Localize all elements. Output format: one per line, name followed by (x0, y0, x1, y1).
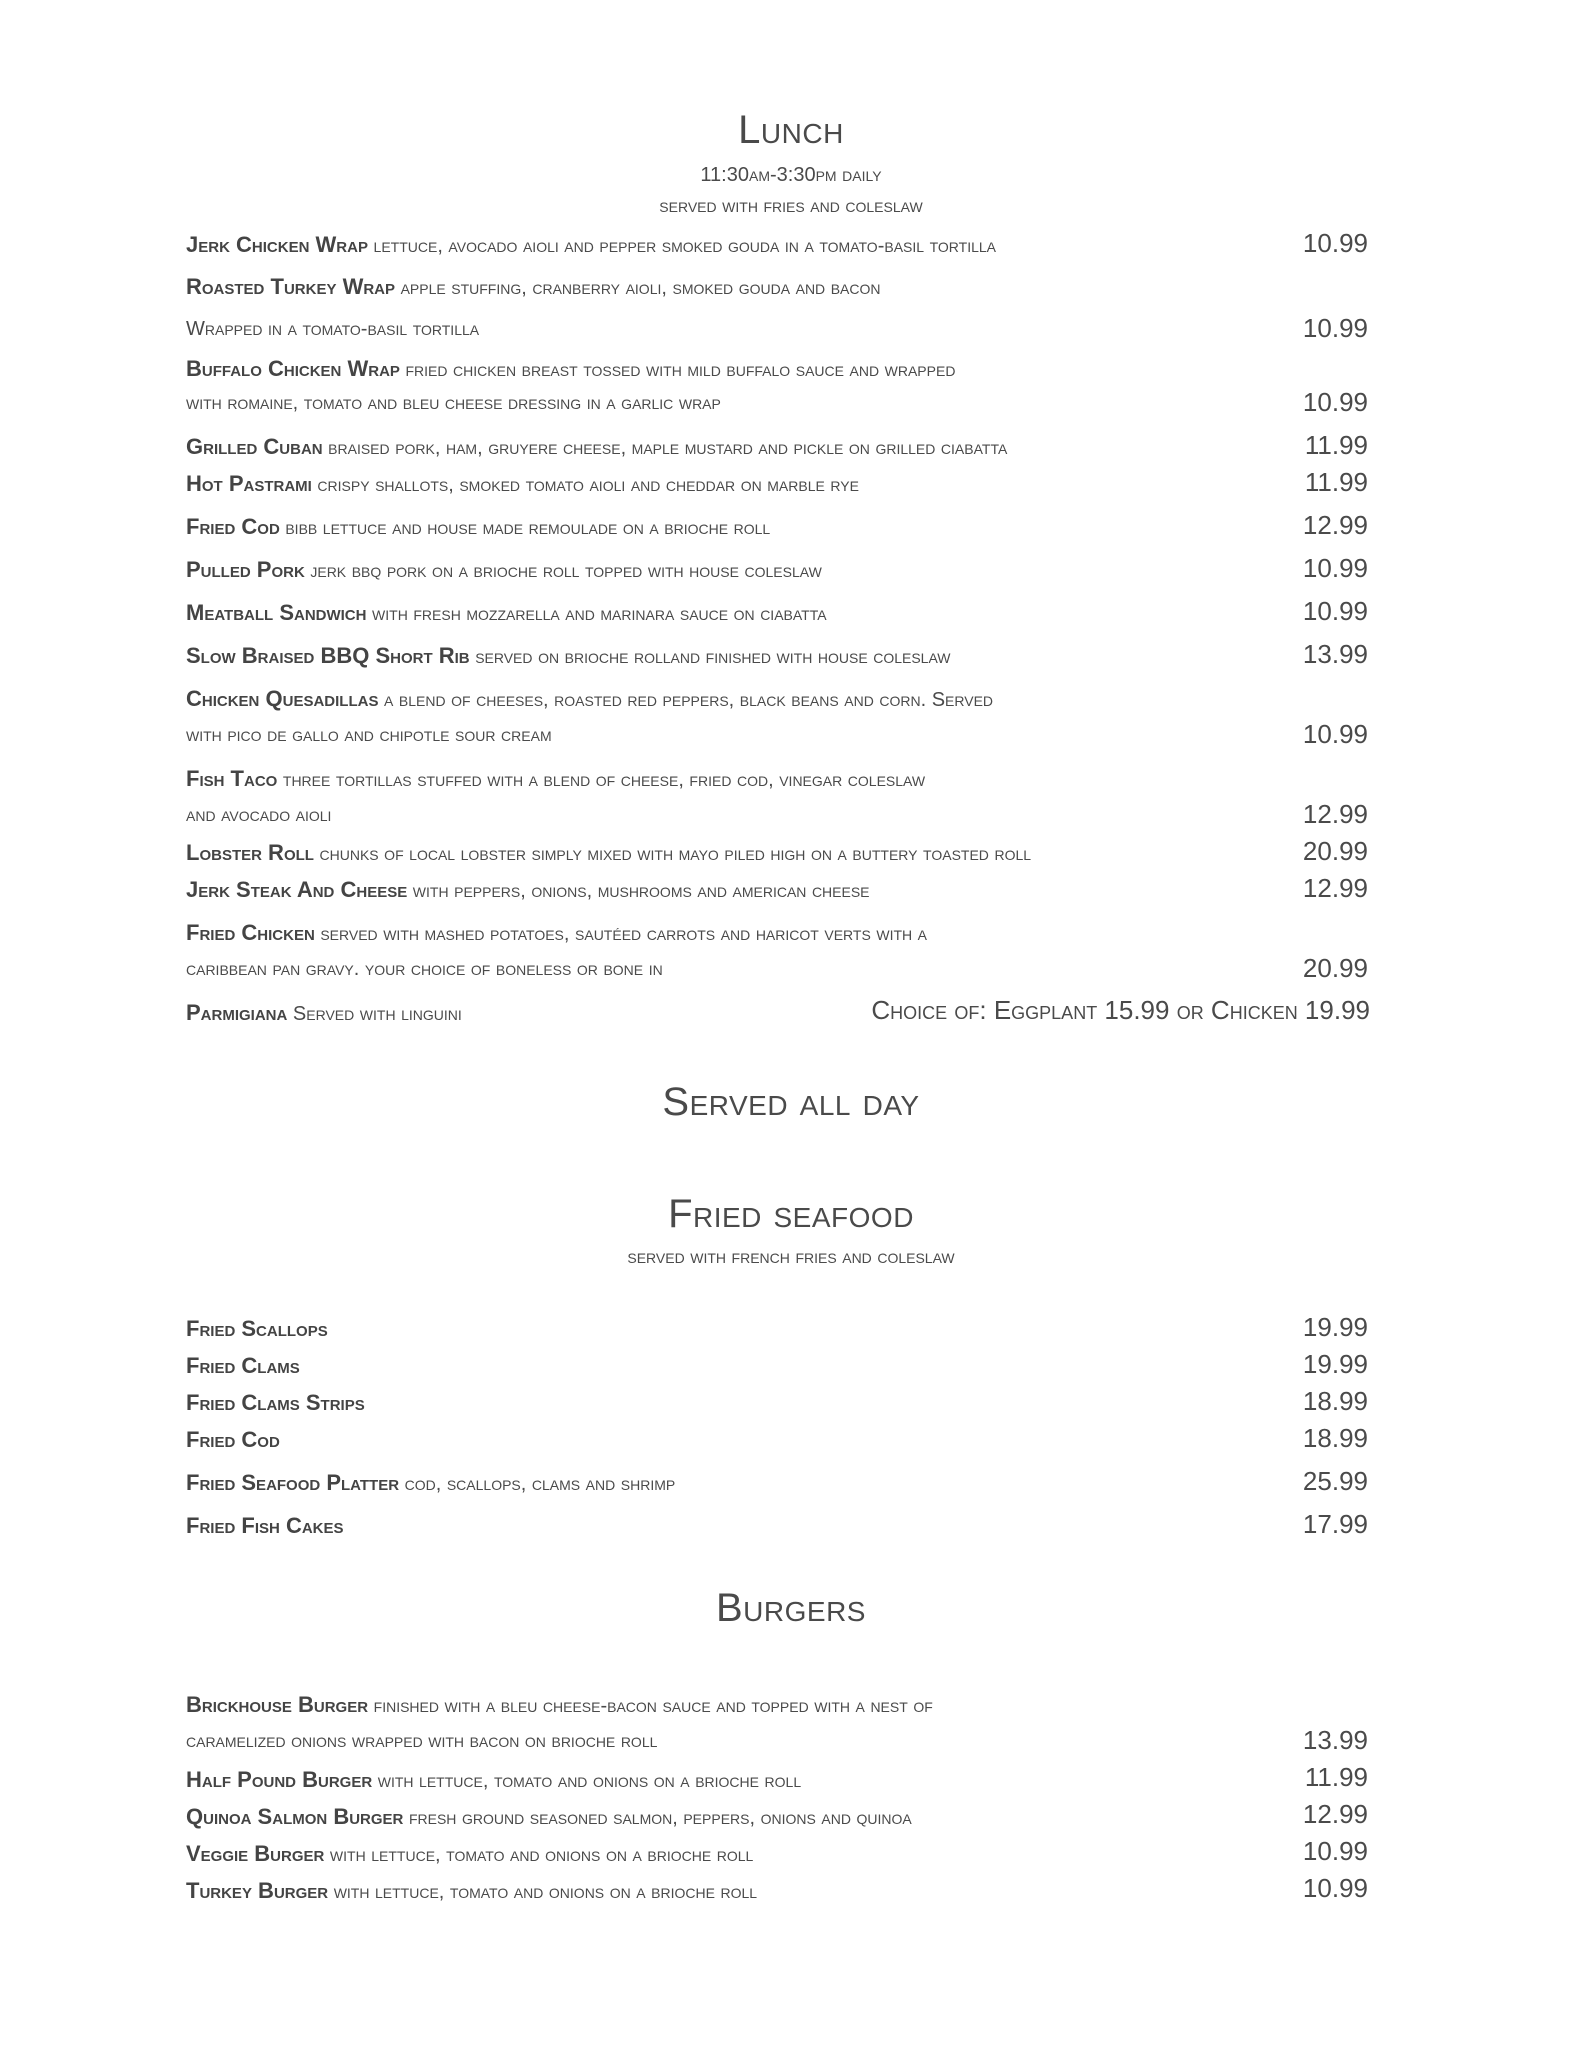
item-name: Fried Cod (186, 1427, 280, 1452)
item-name: Veggie Burger (186, 1841, 325, 1866)
lunch-hours: 11:30am-3:30pm daily (700, 164, 882, 186)
item-desc: Served with linguini (292, 1003, 462, 1025)
item-desc-continued: caribbean pan gravy. your choice of boneless or bone in (186, 958, 663, 980)
item-price: 25.99 (1302, 1466, 1368, 1496)
menu-item-half-pound-burger (186, 1767, 801, 1793)
item-desc: with peppers, onions, mushrooms and american cheese (412, 880, 870, 902)
fried-seafood-note: served with french fries and coleslaw (627, 1246, 955, 1268)
menu-item-fried-clams (186, 1353, 300, 1379)
item-name: Fried Clams (186, 1353, 300, 1378)
item-price: 10.99 (1302, 228, 1368, 258)
item-name: Fried Clams Strips (186, 1390, 365, 1415)
item-name: Fried Chicken (186, 920, 315, 945)
item-name: Jerk Steak And Cheese (186, 877, 408, 902)
menu-item-lobster-roll (186, 840, 1031, 866)
item-price: 10.99 (1302, 553, 1368, 583)
item-price: 17.99 (1302, 1509, 1368, 1539)
item-price: 12.99 (1302, 510, 1368, 540)
menu-item-turkey-burger (186, 1878, 757, 1904)
item-desc: served on brioche rolland finished with house coleslaw (475, 646, 951, 668)
menu-item-chicken-quesadillas (186, 686, 993, 712)
menu-item-fried-cod (186, 514, 770, 540)
menu-item-short-rib (186, 643, 951, 669)
item-price: 13.99 (1302, 1725, 1368, 1755)
menu-item-grilled-cuban (186, 434, 1007, 460)
item-desc: fried chicken breast tossed with mild buffalo sauce and wrapped (405, 359, 956, 381)
item-desc: jerk bbq pork on a brioche roll topped with house coleslaw (310, 560, 822, 582)
menu-item-fried-chicken (186, 920, 927, 946)
item-desc-continued: Wrapped in a tomato-basil tortilla (186, 318, 480, 340)
menu-item-brickhouse-burger (186, 1692, 933, 1718)
item-price: 11.99 (1304, 1762, 1368, 1792)
menu-item-fried-cod-seafood (186, 1427, 280, 1453)
item-name: Turkey Burger (186, 1878, 329, 1903)
menu-item-roasted-turkey-wrap (186, 274, 881, 300)
item-price: 12.99 (1302, 1799, 1368, 1829)
item-name: Meatball Sandwich (186, 600, 367, 625)
item-name: Brickhouse Burger (186, 1692, 369, 1717)
item-desc: crispy shallots, smoked tomato aioli and cheddar on marble rye (317, 474, 859, 496)
item-price: 10.99 (1302, 1873, 1368, 1903)
item-choice-price: Choice of: Eggplant 15.99 or Chicken 19.99 (871, 995, 1370, 1025)
item-name: Hot Pastrami (186, 471, 312, 496)
item-price: 19.99 (1302, 1312, 1368, 1342)
item-name: Fried Fish Cakes (186, 1513, 344, 1538)
item-price: 10.99 (1302, 596, 1368, 626)
menu-item-buffalo-chicken-wrap (186, 356, 955, 382)
item-name: Roasted Turkey Wrap (186, 274, 395, 299)
item-desc: a blend of cheeses, roasted red peppers, black beans and corn. Served (384, 689, 994, 711)
item-name: Slow Braised BBQ Short Rib (186, 643, 470, 668)
item-price: 19.99 (1302, 1349, 1368, 1379)
item-price: 12.99 (1302, 873, 1368, 903)
item-name: Chicken Quesadillas (186, 686, 379, 711)
item-desc-continued: and avocado aioli (186, 804, 332, 826)
item-price: 12.99 (1302, 799, 1368, 829)
item-price: 20.99 (1302, 953, 1368, 983)
item-price: 11.99 (1304, 430, 1368, 460)
item-name: Fried Scallops (186, 1316, 328, 1341)
menu-item-jerk-chicken-wrap (186, 232, 996, 258)
item-price: 10.99 (1302, 313, 1368, 343)
item-name: Fried Seafood Platter (186, 1470, 400, 1495)
item-desc: lettuce, avocado aioli and pepper smoked gouda in a tomato-basil tortilla (373, 235, 997, 257)
item-desc: fresh ground seasoned salmon, peppers, onions and quinoa (408, 1807, 912, 1829)
menu-item-fried-fish-cakes (186, 1513, 344, 1539)
item-price: 18.99 (1302, 1386, 1368, 1416)
item-desc: bibb lettuce and house made remoulade on a brioche roll (285, 517, 771, 539)
item-desc: with lettuce, tomato and onions on a brioche roll (329, 1844, 754, 1866)
menu-item-fried-seafood-platter (186, 1470, 675, 1496)
item-desc: finished with a bleu cheese-bacon sauce and topped with a nest of (373, 1695, 933, 1717)
item-price: 13.99 (1302, 639, 1368, 669)
item-name: Parmigiana (186, 1000, 288, 1025)
item-desc-continued: with pico de gallo and chipotle sour cream (186, 724, 552, 746)
burgers-title: Burgers (716, 1586, 866, 1630)
item-name: Lobster Roll (186, 840, 314, 865)
item-name: Pulled Pork (186, 557, 305, 582)
item-desc: with fresh mozzarella and marinara sauce on ciabatta (372, 603, 827, 625)
item-name: Fish Taco (186, 766, 278, 791)
menu-item-quinoa-salmon-burger (186, 1804, 912, 1830)
menu-item-veggie-burger (186, 1841, 753, 1867)
lunch-title: Lunch (738, 108, 844, 152)
item-price: 18.99 (1302, 1423, 1368, 1453)
item-name: Fried Cod (186, 514, 280, 539)
item-desc: three tortillas stuffed with a blend of cheese, fried cod, vinegar coleslaw (282, 769, 926, 791)
menu-item-hot-pastrami (186, 471, 859, 497)
item-price: 10.99 (1302, 387, 1368, 417)
served-all-day-title: Served all day (662, 1080, 920, 1124)
menu-item-jerk-steak-and-cheese (186, 877, 870, 903)
item-name: Half Pound Burger (186, 1767, 373, 1792)
item-price: 10.99 (1302, 1836, 1368, 1866)
item-desc: braised pork, ham, gruyere cheese, maple mustard and pickle on grilled ciabatta (328, 437, 1008, 459)
item-desc: with lettuce, tomato and onions on a brioche roll (377, 1770, 802, 1792)
item-name: Jerk Chicken Wrap (186, 232, 368, 257)
item-desc: apple stuffing, cranberry aioli, smoked gouda and bacon (400, 277, 881, 299)
item-price: 10.99 (1302, 719, 1368, 749)
item-desc: chunks of local lobster simply mixed with mayo piled high on a buttery toasted roll (319, 843, 1032, 865)
menu-item-pulled-pork (186, 557, 822, 583)
item-desc: cod, scallops, clams and shrimp (404, 1473, 676, 1495)
item-desc: served with mashed potatoes, sautéed carrots and haricot verts with a (320, 923, 928, 945)
item-desc: with lettuce, tomato and onions on a brioche roll (333, 1881, 758, 1903)
menu-item-fish-taco (186, 766, 925, 792)
menu-item-fried-clams-strips (186, 1390, 365, 1416)
item-desc-continued: caramelized onions wrapped with bacon on brioche roll (186, 1730, 658, 1752)
item-name: Quinoa Salmon Burger (186, 1804, 404, 1829)
item-desc-continued: with romaine, tomato and bleu cheese dressing in a garlic wrap (186, 392, 721, 414)
item-name: Grilled Cuban (186, 434, 323, 459)
lunch-note: served with fries and coleslaw (659, 195, 923, 217)
item-name: Buffalo Chicken Wrap (186, 356, 400, 381)
fried-seafood-title: Fried seafood (668, 1192, 914, 1236)
item-price: 11.99 (1304, 467, 1368, 497)
item-price: 20.99 (1302, 836, 1368, 866)
menu-item-meatball-sandwich (186, 600, 827, 626)
menu-item-fried-scallops (186, 1316, 328, 1342)
menu-item-parmigiana (186, 1000, 462, 1026)
